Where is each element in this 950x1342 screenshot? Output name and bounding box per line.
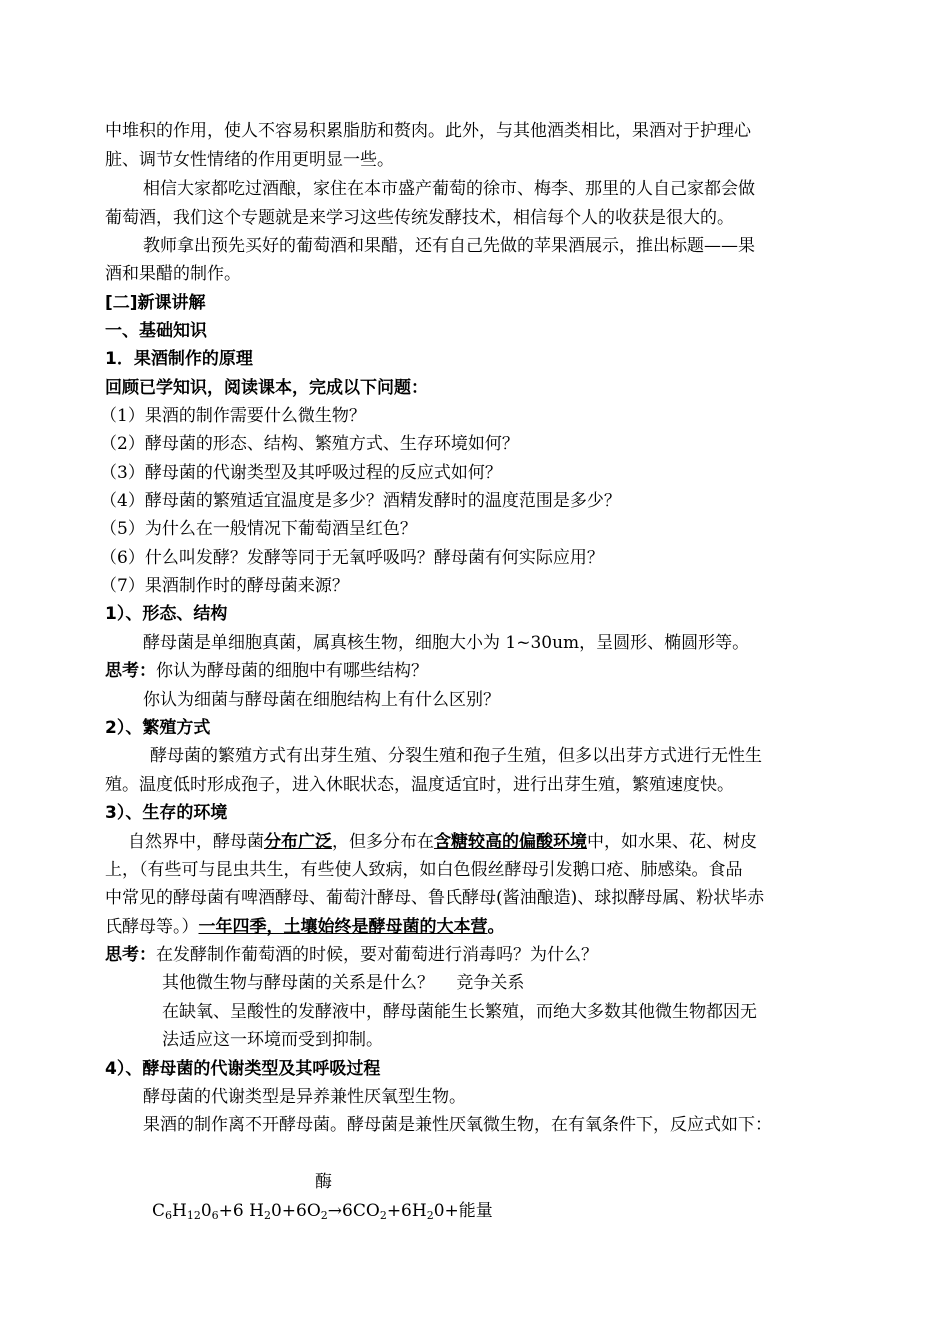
text-span: 自然界中，酵母菌 — [128, 832, 264, 852]
sec1-think — [105, 659, 428, 683]
text-span: 。 — [487, 917, 505, 937]
question-item: （5）为什么在一般情况下葡萄酒呈红色？ — [100, 519, 417, 539]
reaction-equation — [152, 1199, 493, 1223]
paragraph-line: 教师拿出预先买好的葡萄酒和果醋，还有自己先做的苹果酒展示，推出标题——果 — [143, 236, 755, 256]
question-item: （4）酵母菌的繁殖适宜温度是多少？酒精发酵时的温度范围是多少？ — [100, 491, 621, 511]
review-prompt: 回顾已学知识，阅读课本，完成以下问题： — [105, 378, 428, 398]
question-item: （2）酵母菌的形态、结构、繁殖方式、生存环境如何？ — [100, 434, 519, 454]
paragraph-line — [105, 915, 505, 939]
formula-sub: 2 — [263, 1209, 271, 1222]
enzyme-label: 酶 — [315, 1172, 332, 1192]
formula-part: C — [152, 1201, 166, 1221]
question-item: （7）果酒制作时的酵母菌来源？ — [100, 576, 349, 596]
section-heading-new-lesson: [二]新课讲解 — [105, 293, 206, 313]
formula-part: 0+能量 — [433, 1201, 493, 1221]
paragraph-line: 殖。温度低时形成孢子，进入休眠状态，温度适宜时，进行出芽生殖，繁殖速度快。 — [105, 775, 734, 795]
section-heading-basics: 一、基础知识 — [105, 321, 207, 341]
formula-part: 0+6O — [270, 1201, 321, 1221]
sec4-title: 4）、酵母菌的代谢类型及其呼吸过程 — [105, 1059, 381, 1079]
paragraph-line — [128, 830, 757, 854]
think-answer: 法适应这一环境而受到抑制。 — [162, 1030, 383, 1050]
paragraph-line: 中堆积的作用，使人不容易积累脂肪和赘肉。此外，与其他酒类相比，果酒对于护理心 — [105, 121, 751, 141]
emphasis-underline: 分布广泛 — [264, 832, 332, 852]
think-question: 其他微生物与酵母菌的关系是什么？ 竞争关系 — [162, 973, 525, 993]
sec3-title: 3）、生存的环境 — [105, 803, 228, 823]
paragraph-line: 脏、调节女性情绪的作用更明显一些。 — [105, 150, 394, 170]
think-question: 在发酵制作葡萄酒的时候，要对葡萄进行消毒吗？为什么？ — [156, 945, 598, 965]
formula-sub: 2 — [426, 1209, 434, 1222]
paragraph-line: 酵母菌的繁殖方式有出芽生殖、分裂生殖和孢子生殖，但多以出芽方式进行无性生 — [150, 746, 762, 766]
formula-sub: 12 — [186, 1209, 201, 1222]
text-span: 氏酵母等。） — [105, 917, 199, 937]
think-answer: 在缺氧、呈酸性的发酵液中，酵母菌能生长繁殖，而绝大多数其他微生物都因无 — [162, 1002, 757, 1022]
question-item: （3）酵母菌的代谢类型及其呼吸过程的反应式如何？ — [100, 463, 502, 483]
formula-part: 0 — [200, 1201, 212, 1221]
subheading-principle: 1．果酒制作的原理 — [105, 349, 253, 369]
formula-part: 6CO — [342, 1201, 380, 1221]
think-label: 思考： — [105, 661, 156, 681]
paragraph-line: 中常见的酵母菌有啤酒酵母、葡萄汁酵母、鲁氏酵母(酱油酿造)、球拟酵母属、粉状毕赤 — [105, 888, 765, 908]
paragraph-line: 上，（有些可与昆虫共生，有些使人致病，如白色假丝酵母引发鹅口疮、肺感染。食品 — [105, 860, 743, 880]
emphasis-underline: 含糖较高的偏酸环境 — [434, 832, 587, 852]
reaction-arrow: → — [327, 1201, 343, 1221]
formula-sub: 6 — [165, 1209, 173, 1222]
paragraph-line: 酒和果醋的制作。 — [105, 264, 241, 284]
text-span: 中，如水果、花、树皮 — [587, 832, 757, 852]
think-label: 思考： — [105, 945, 156, 965]
paragraph-line: 酵母菌的代谢类型是异养兼性厌氧型生物。 — [143, 1087, 466, 1107]
formula-part: +6H — [386, 1201, 427, 1221]
formula-sub: 2 — [320, 1209, 328, 1222]
think-question: 你认为酵母菌的细胞中有哪些结构？ — [156, 661, 428, 681]
sec2-title: 2）、繁殖方式 — [105, 718, 211, 738]
question-item: （6）什么叫发酵？发酵等同于无氧呼吸吗？酵母菌有何实际应用？ — [100, 548, 604, 568]
sec1-title: 1）、形态、结构 — [105, 604, 228, 624]
think-question: 你认为细菌与酵母菌在细胞结构上有什么区别？ — [143, 690, 500, 710]
question-item: （1）果酒的制作需要什么微生物？ — [100, 406, 366, 426]
paragraph-line: 相信大家都吃过酒酿，家住在本市盛产葡萄的徐市、梅李、那里的人自己家都会做 — [143, 179, 755, 199]
formula-sub: 2 — [379, 1209, 387, 1222]
text-span: ，但多分布在 — [332, 832, 434, 852]
sec1-body: 酵母菌是单细胞真菌，属真核生物，细胞大小为 1~30um，呈圆形、椭圆形等。 — [143, 633, 750, 653]
formula-sub: 6 — [211, 1209, 219, 1222]
paragraph-line: 果酒的制作离不开酵母菌。酵母菌是兼性厌氧微生物，在有氧条件下，反应式如下： — [143, 1115, 772, 1135]
emphasis-underline: 一年四季，土壤始终是酵母菌的大本营 — [198, 917, 488, 937]
sec3-think — [105, 943, 598, 967]
formula-part: H — [172, 1201, 187, 1221]
paragraph-line: 葡萄酒，我们这个专题就是来学习这些传统发酵技术，相信每个人的收获是很大的。 — [105, 208, 734, 228]
formula-part: +6 H — [218, 1201, 264, 1221]
